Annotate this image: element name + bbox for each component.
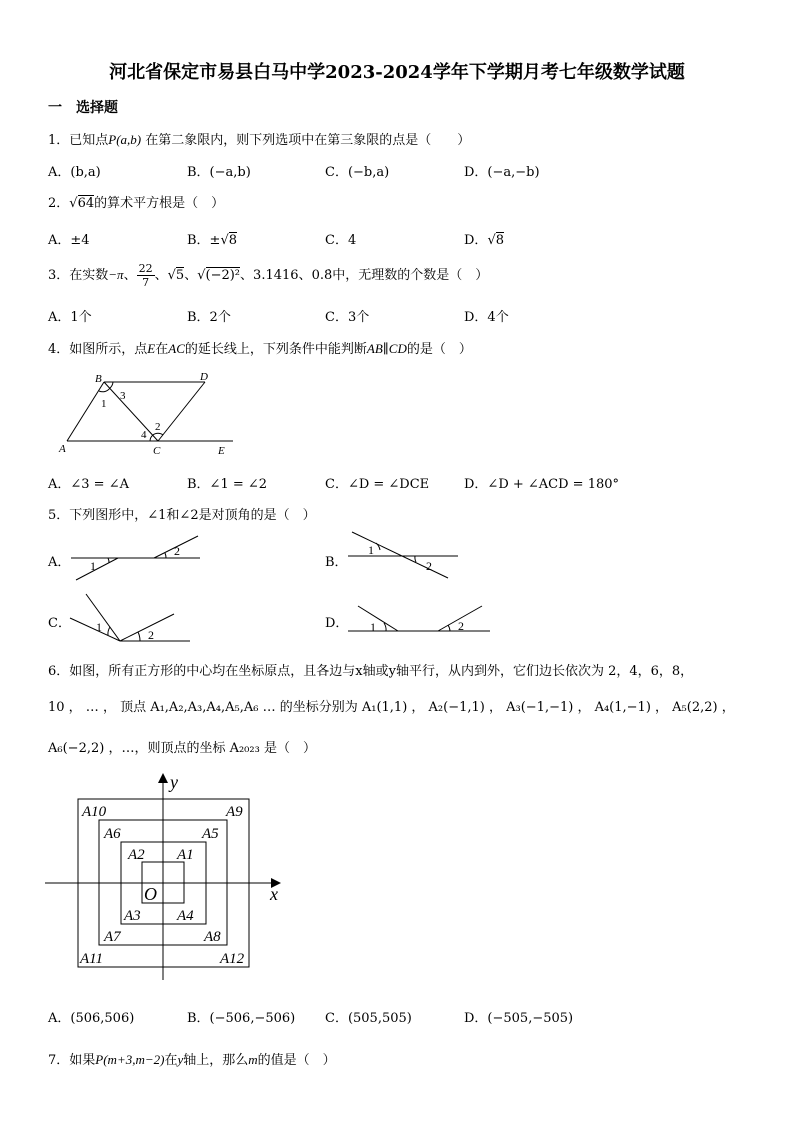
q3-option-a: A．1个 xyxy=(48,310,92,325)
q6-vertex-a1: A1 xyxy=(177,847,194,863)
q3-sqrt5: 5 xyxy=(175,268,185,283)
q2-stem-b: 的算术平方根是（ ） xyxy=(94,196,225,211)
q2-option-b-radicand: 8 xyxy=(228,233,238,248)
q4-option-c: C．∠D = ∠DCE xyxy=(325,477,430,492)
q3-number: 3.1416 xyxy=(253,268,299,283)
question-5: 5．下列图形中，∠1和∠2是对顶角的是（ ） xyxy=(48,508,316,523)
q6-vertex-a3: A3 xyxy=(124,908,141,924)
q3-fraction: $\frac{22}{7}$ xyxy=(138,262,153,289)
question-4: 4．如图所示，点E在AC的延长线上，下列条件中能判断AB∥CD的是（ ） xyxy=(48,341,472,357)
q2-stem-a: 2． xyxy=(48,196,70,211)
q6-vertex-a8: A8 xyxy=(204,929,221,945)
question-7: 7．如果P(m+3,m−2)在y轴上，那么m的值是（ ） xyxy=(48,1052,336,1068)
q4-angle-2: 2 xyxy=(155,421,161,433)
q4-angle-4: 4 xyxy=(141,429,147,441)
q4-arc-3 xyxy=(110,382,113,388)
q4-option-a: A．∠3 = ∠A xyxy=(48,477,129,492)
q6-vertex-a5: A5 xyxy=(202,826,219,842)
q6-axis-y-label: y xyxy=(170,772,178,792)
q6-vertex-a12: A12 xyxy=(220,951,245,967)
q4-label-b: B xyxy=(95,373,102,385)
q6-option-c: C．(505,505) xyxy=(325,1011,412,1026)
q5-option-c-label: C． xyxy=(48,616,71,631)
q6-vertex-a9: A9 xyxy=(226,804,243,820)
q5a-angle-2: 2 xyxy=(174,544,180,558)
q1-option-d: D．(−a,−b) xyxy=(464,165,540,180)
q3-repeating: 0.8̇ xyxy=(311,268,333,283)
q4-line-cd xyxy=(158,382,205,441)
q4-angle-1: 1 xyxy=(101,398,107,410)
q3-stem-a: 3．在实数 xyxy=(48,268,109,283)
question-2 xyxy=(48,192,224,211)
q6-option-d: D．(−505,−505) xyxy=(464,1011,574,1026)
page-title: 河北省保定市易县白马中学2023-2024学年下学期月考七年级数学试题 xyxy=(109,62,685,83)
q5d-angle-1: 1 xyxy=(370,620,376,634)
question-6-line-2: 10 ， … ， 顶点 A₁,A₂,A₃,A₄,A₅,A₆ … 的坐标分别为 A₁(1,1) ， A₂(−1,1) ， A₃(−1,−1) ， A₄(1,−1) ， A₅(2,2) ， xyxy=(48,700,735,715)
q3-option-c: C．3个 xyxy=(325,310,370,325)
q3-sqrt-square: (−2)² xyxy=(205,268,241,283)
q6-option-b: B．(−506,−506) xyxy=(187,1011,296,1026)
q2-option-d: D．√8 xyxy=(464,233,505,248)
q2-option-b: B．±√8 xyxy=(187,233,238,248)
q1-option-a: A．(b,a) xyxy=(48,165,101,180)
question-1 xyxy=(48,129,470,148)
q4-line-ab xyxy=(67,382,104,441)
q1-option-b: B．(−a,b) xyxy=(187,165,251,180)
q1-stem-b: 在第二象限内，则下列选项中在第三象限的点是（ ） xyxy=(145,133,471,148)
q3-option-d: D．4个 xyxy=(464,310,509,325)
q5-option-a-label: A． xyxy=(48,555,71,570)
q1-point: P(a,b) xyxy=(108,132,142,147)
q3-option-b: B．2个 xyxy=(187,310,231,325)
q5-option-d-label: D． xyxy=(325,616,349,631)
q4-label-c: C xyxy=(153,445,161,457)
q4-figure xyxy=(55,370,245,460)
q5-figure-c xyxy=(66,590,206,646)
q4-label-e: E xyxy=(218,445,225,457)
q5c-angle-2: 2 xyxy=(148,628,154,642)
q2-sqrt: √64 xyxy=(69,196,95,211)
q2-radicand: 64 xyxy=(77,196,95,211)
q4-option-b: B．∠1 = ∠2 xyxy=(187,477,268,492)
q4-option-d: D．∠D + ∠ACD = 180° xyxy=(464,477,620,492)
q5-figure-a xyxy=(66,532,206,584)
q1-option-c: C．(−b,a) xyxy=(325,165,390,180)
q7-point: P(m+3,m−2) xyxy=(95,1052,165,1067)
q5c-angle-1: 1 xyxy=(96,620,102,634)
q5d-angle-2: 2 xyxy=(458,619,464,633)
q4-label-a: A xyxy=(59,443,66,455)
q2-option-a: A．±4 xyxy=(48,233,90,248)
q5b-angle-2: 2 xyxy=(426,559,432,573)
q6-vertex-a2: A2 xyxy=(128,847,145,863)
q2-option-d-radicand: 8 xyxy=(495,233,505,248)
q4-arc-2 xyxy=(153,433,163,435)
q3-stem-b: 中，无理数的个数是（ ） xyxy=(332,268,489,283)
q4-label-d: D xyxy=(200,371,208,383)
q5a-angle-1: 1 xyxy=(90,559,96,573)
q4-arc-4 xyxy=(150,435,153,441)
q4-arc-1 xyxy=(99,388,110,392)
q6-figure xyxy=(40,770,300,990)
q5b-angle-1: 1 xyxy=(368,543,374,557)
q5-figure-b xyxy=(340,528,470,580)
q1-stem-a: 1．已知点 xyxy=(48,133,109,148)
question-3: 3．在实数−π、 $\frac{22}{7}$ 、√5、√(−2)²、3.1416、0.8̇中，无理数的个数是（ ） xyxy=(48,262,489,289)
q4-angle-3: 3 xyxy=(120,390,126,402)
q6-axis-x-label: x xyxy=(270,884,278,904)
section-heading: 一 选择题 xyxy=(48,100,118,116)
q3-neg-pi: −π xyxy=(108,267,124,282)
q6-vertex-a11: A11 xyxy=(80,951,104,967)
q4-line-bc xyxy=(104,382,158,441)
q2-option-c: C．4 xyxy=(325,233,357,248)
q6-vertex-a6: A6 xyxy=(104,826,121,842)
q5-option-b-label: B． xyxy=(325,555,348,570)
q5-figure-d xyxy=(344,600,494,640)
q6-vertex-a10: A10 xyxy=(82,804,107,820)
q6-vertex-a7: A7 xyxy=(104,929,121,945)
question-6-line-3: A₆(−2,2) ，…，则顶点的坐标 A₂₀₂₃ 是（ ） xyxy=(48,741,316,756)
q6-option-a: A．(506,506) xyxy=(48,1011,135,1026)
q6-origin-label: O xyxy=(144,884,157,904)
question-6-line-1: 6．如图，所有正方形的中心均在坐标原点，且各边与x轴或y轴平行，从内到外，它们边长依次为 2，4，6，8， xyxy=(48,664,694,679)
q6-vertex-a4: A4 xyxy=(177,908,194,924)
